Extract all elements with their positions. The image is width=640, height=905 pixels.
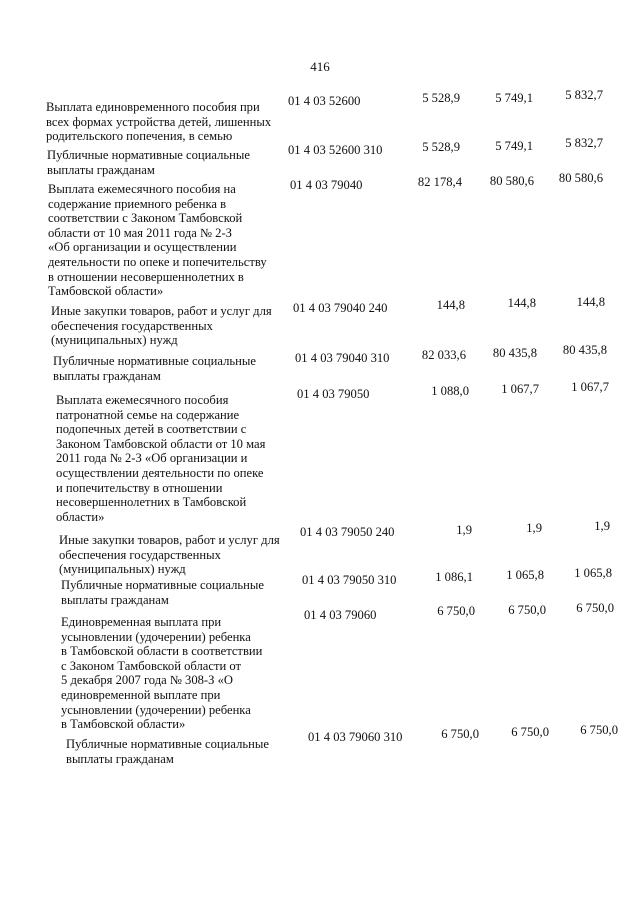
row-code: 01 4 03 52600 310: [288, 143, 383, 157]
value-col-2: 144,8: [507, 296, 536, 310]
row-code: 01 4 03 52600: [288, 94, 361, 108]
value-col-2: 6 750,0: [508, 603, 546, 617]
row-description: Иные закупки товаров, работ и услуг для обеспечения государственных (муниципальных) нужд: [59, 533, 280, 577]
row-description: Публичные нормативные социальные выплаты гражданам: [61, 578, 264, 607]
row-description: Выплата ежемесячного пособия на содержание приемного ребенка в соответствии с Законом Тамбовской области от 10 мая 2011 года № 2-З «Об организации и осуществлении деятельности по опеке и попечительству в отношении несовершеннолетних в Тамбовской области»: [48, 182, 267, 299]
row-code: 01 4 03 79040: [290, 178, 363, 192]
value-col-2: 80 580,6: [489, 174, 534, 188]
value-col-1: 1 088,0: [431, 384, 469, 398]
value-col-3: 1 067,7: [571, 380, 609, 394]
row-code: 01 4 03 79050 240: [300, 525, 395, 539]
value-col-1: 5 528,9: [422, 91, 460, 105]
value-col-3: 6 750,0: [576, 601, 614, 615]
value-col-3: 6 750,0: [580, 723, 618, 737]
row-description: Выплата ежемесячного пособия патронатной семье на содержание подопечных детей в соответствии с Законом Тамбовской области от 10 мая 2011 года № 2-З «Об организации и осуществлении деятельности по опеке и попечительству в отношении несовершеннолетних в Тамбовской области»: [56, 393, 266, 524]
row-description: Публичные нормативные социальные выплаты гражданам: [66, 737, 269, 766]
value-col-3: 5 832,7: [565, 136, 603, 150]
row-code: 01 4 03 79040 310: [295, 351, 390, 365]
value-col-2: 6 750,0: [511, 725, 549, 739]
row-description: Иные закупки товаров, работ и услуг для обеспечения государственных (муниципальных) нужд: [51, 304, 272, 348]
value-col-3: 1,9: [594, 519, 610, 533]
page-number: 416: [310, 59, 330, 74]
value-col-2: 5 749,1: [495, 139, 533, 153]
value-col-2: 5 749,1: [495, 91, 533, 105]
value-col-1: 6 750,0: [441, 727, 479, 741]
value-col-3: 1 065,8: [574, 566, 612, 580]
value-col-1: 82 178,4: [417, 175, 462, 189]
row-code: 01 4 03 79060 310: [308, 730, 403, 744]
value-col-1: 1 086,1: [435, 570, 473, 584]
value-col-2: 1,9: [526, 521, 542, 535]
row-description: Публичные нормативные социальные выплаты гражданам: [47, 148, 250, 177]
value-col-3: 80 435,8: [562, 343, 607, 357]
value-col-1: 1,9: [456, 523, 472, 537]
row-description: Выплата единовременного пособия при всех формах устройства детей, лишенных родительского попечения, в семью: [46, 100, 272, 144]
value-col-1: 5 528,9: [422, 140, 460, 154]
value-col-3: 5 832,7: [565, 88, 603, 102]
row-code: 01 4 03 79050: [297, 387, 370, 401]
row-description: Единовременная выплата при усыновлении (удочерении) ребенка в Тамбовской области в соответствии с Законом Тамбовской области от 5 декабря 2007 года № 308-З «О единовременной выплате при усыновлении (удочерении) ребенка в Тамбовской области»: [61, 615, 263, 732]
value-col-1: 144,8: [436, 298, 465, 312]
row-code: 01 4 03 79040 240: [293, 301, 388, 315]
value-col-3: 80 580,6: [558, 171, 603, 185]
value-col-2: 1 065,8: [506, 568, 544, 582]
value-col-2: 1 067,7: [501, 382, 539, 396]
value-col-2: 80 435,8: [492, 346, 537, 360]
value-col-1: 6 750,0: [437, 604, 475, 618]
value-col-1: 82 033,6: [421, 348, 466, 362]
row-code: 01 4 03 79060: [304, 608, 377, 622]
value-col-3: 144,8: [576, 295, 605, 309]
row-description: Публичные нормативные социальные выплаты гражданам: [53, 354, 256, 383]
row-code: 01 4 03 79050 310: [302, 573, 397, 587]
